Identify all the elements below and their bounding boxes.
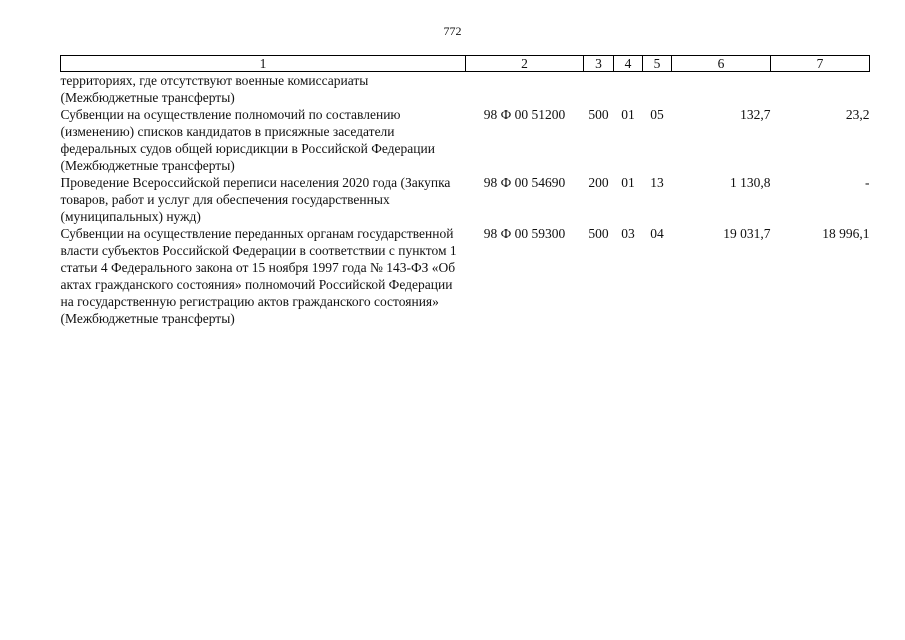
column-header-3: 3 <box>584 56 614 72</box>
row-sum2-cell: 23,2 <box>845 107 870 122</box>
column-header-7: 7 <box>771 56 870 72</box>
row-rz-cell: 01 <box>621 175 635 190</box>
row-rz-cell: 03 <box>621 226 635 241</box>
table-row <box>61 174 870 225</box>
row-pr-cell: 04 <box>650 226 664 241</box>
row-vr-cell: 500 <box>588 226 609 241</box>
table-header-row <box>61 56 870 72</box>
row-sum1-cell <box>672 72 771 107</box>
row-name-cell: Проведение Всероссийской переписи населения 2020 года (Закупка товаров, работ и услуг для обеспечения государственных (муниципальных) нужд) <box>60 175 451 224</box>
page-number: 772 <box>443 24 462 38</box>
row-code-cell: 98 Ф 00 54690 <box>483 175 566 190</box>
row-code-cell: 98 Ф 00 51200 <box>483 107 566 122</box>
row-pr-cell: 13 <box>650 175 664 190</box>
column-header-1: 1 <box>61 56 466 72</box>
column-header-6: 6 <box>672 56 771 72</box>
row-name-cell: территориях, где отсутствуют военные комиссариаты (Межбюджетные трансферты) <box>60 73 369 105</box>
row-rz-cell: 01 <box>621 107 635 122</box>
row-rz-cell <box>614 72 643 107</box>
row-code-cell: 98 Ф 00 59300 <box>483 226 566 241</box>
row-pr-cell: 05 <box>650 107 664 122</box>
row-sum1-cell: 132,7 <box>740 107 771 122</box>
row-sum1-cell: 1 130,8 <box>730 175 771 190</box>
row-sum2-cell: 18 996,1 <box>822 226 870 241</box>
column-header-4: 4 <box>614 56 643 72</box>
table-row <box>61 106 870 174</box>
table-row <box>61 225 870 327</box>
row-vr-cell: 200 <box>588 175 609 190</box>
row-code-cell <box>466 72 584 107</box>
column-header-5: 5 <box>643 56 672 72</box>
column-header-2: 2 <box>466 56 584 72</box>
table-row <box>61 72 870 107</box>
row-vr-cell: 500 <box>588 107 609 122</box>
row-sum1-cell: 19 031,7 <box>723 226 771 241</box>
budget-table <box>60 55 870 327</box>
row-name-cell: Субвенции на осуществление полномочий по составлению (изменению) списков кандидатов в присяжные заседатели федеральных судов общей юрисдикции в Российской Федерации (Межбюджетные трансферты) <box>60 107 435 173</box>
row-vr-cell <box>584 72 614 107</box>
row-sum2-cell <box>771 72 870 107</box>
row-name-cell: Субвенции на осуществление переданных органам государственной власти субъектов Российской Федерации в соответствии с пунктом 1 статьи 4 Федерального закона от 15 ноября 1997 года № 143-ФЗ «Об актах гражданского состояния» полномочий Российской Федерации на государственную регистрацию актов гражданского состояния» (Межбюджетные трансферты) <box>60 226 457 326</box>
row-sum2-cell: - <box>865 175 870 190</box>
row-pr-cell <box>643 72 672 107</box>
